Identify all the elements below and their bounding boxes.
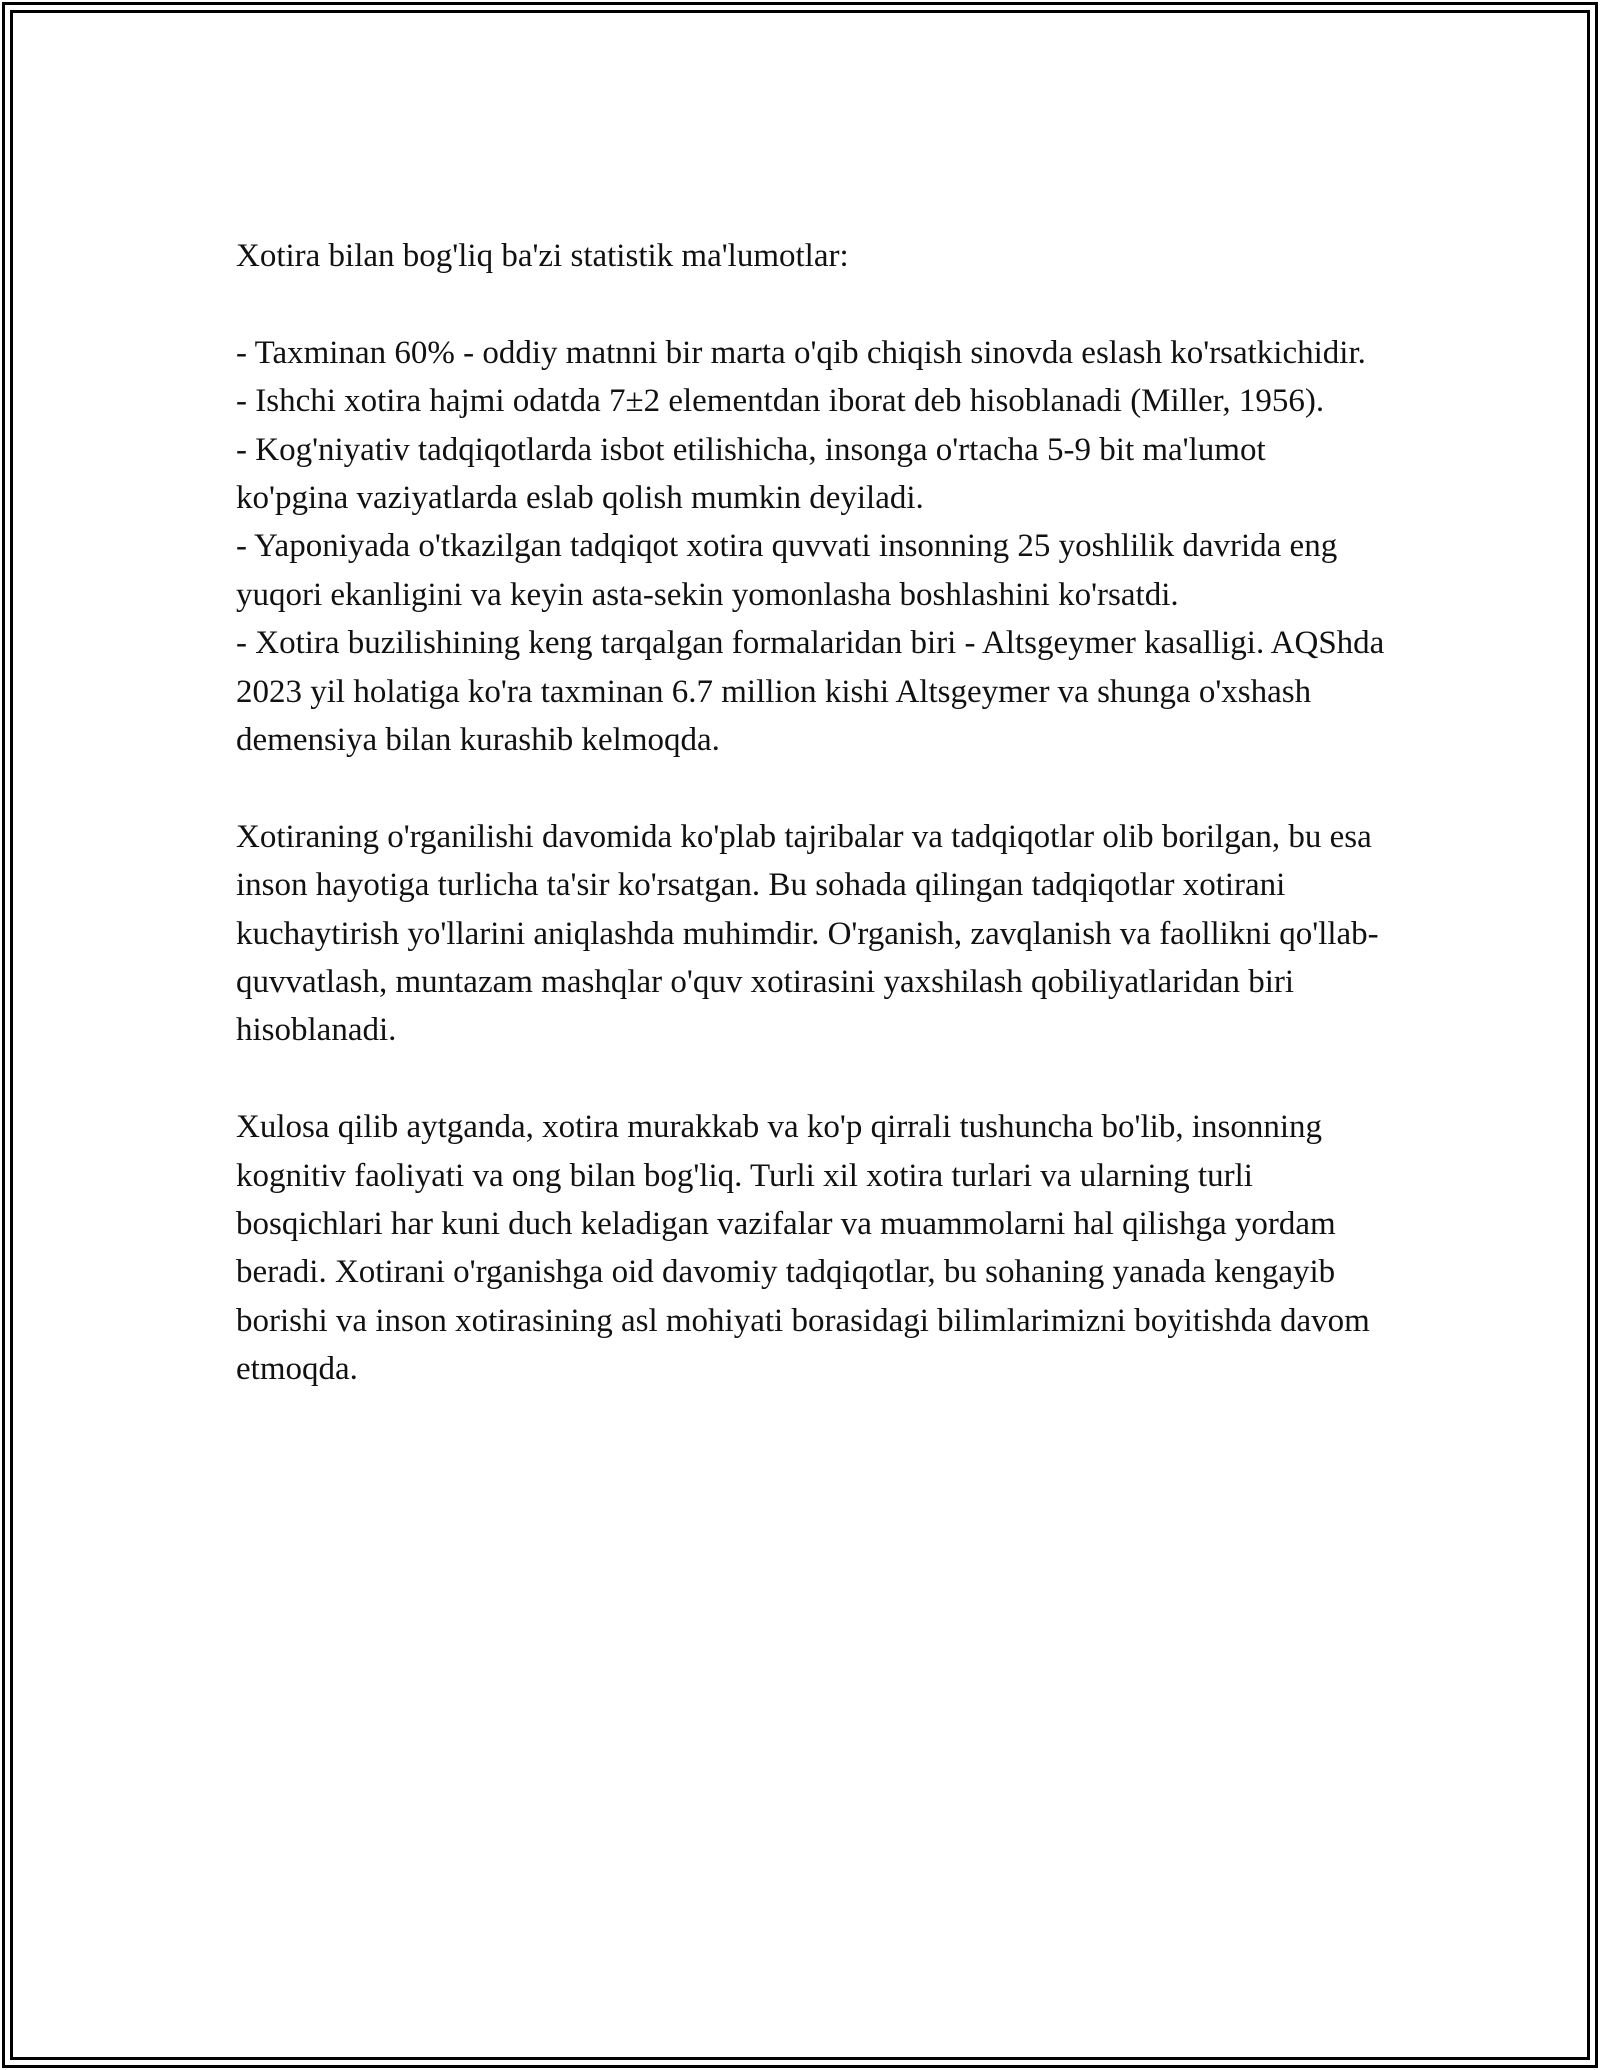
document-body [236, 232, 1386, 1394]
stat-item-2: - Ishchi xotira hajmi odatda 7±2 elementdan iborat deb hisoblanadi (Miller, 1956). [236, 383, 1325, 420]
spacer [236, 764, 1386, 812]
stat-item-1: - Taxminan 60% - oddiy matnni bir marta o'qib chiqish sinovda eslash ko'rsatkichidir. [236, 334, 1366, 371]
research-paragraph: Xotiraning o'rganilishi davomida ko'plab tajribalar va tadqiqotlar olib borilgan, bu esa inson hayotiga turlicha ta'sir ko'rsatgan. Bu sohada qilingan tadqiqotlar xotirani kuchaytirish yo'llarini aniqlashda muhimdir. O'rganish, zavqlanish va faollikni qo'llab-quvvatlash, muntazam mashqlar o'quv xotirasini yaxshilash qobiliyatlaridan biri hisoblanadi. [236, 818, 1379, 1049]
conclusion-paragraph: Xulosa qilib aytganda, xotira murakkab va ko'p qirrali tushuncha bo'lib, insonning kognitiv faoliyati va ong bilan bog'liq. Turli xil xotira turlari va ularning turli bosqichlari har kuni duch keladigan vazifalar va muammolarni hal qilishga yordam beradi. Xotirani o'rganishga oid davomiy tadqiqotlar, bu sohaning yanada kengayib borishi va inson xotirasining asl mohiyati borasidagi bilimlarimizni boyitishda davom etmoqda. [236, 1109, 1370, 1388]
spacer [236, 280, 1386, 328]
stats-heading: Xotira bilan bog'liq ba'zi statistik ma'lumotlar: [236, 238, 849, 274]
spacer [236, 1055, 1386, 1103]
stat-item-3: - Kog'niyativ tadqiqotlarda isbot etilishicha, insonga o'rtacha 5-9 bit ma'lumot ko'pgina vaziyatlarda eslab qolish mumkin deyiladi. [236, 431, 1266, 517]
stat-item-4: - Yaponiyada o'tkazilgan tadqiqot xotira quvvati insonning 25 yoshlilik davrida eng yuqori ekanligini va keyin asta-sekin yomonlasha boshlashini ko'rsatdi. [236, 528, 1338, 613]
stat-item-5: - Xotira buzilishining keng tarqalgan formalaridan biri - Altsgeymer kasalligi. AQShda 2023 yil holatiga ko'ra taxminan 6.7 million kishi Altsgeymer va shunga o'xshash demensiya bilan kurashib kelmoqda. [236, 625, 1385, 759]
